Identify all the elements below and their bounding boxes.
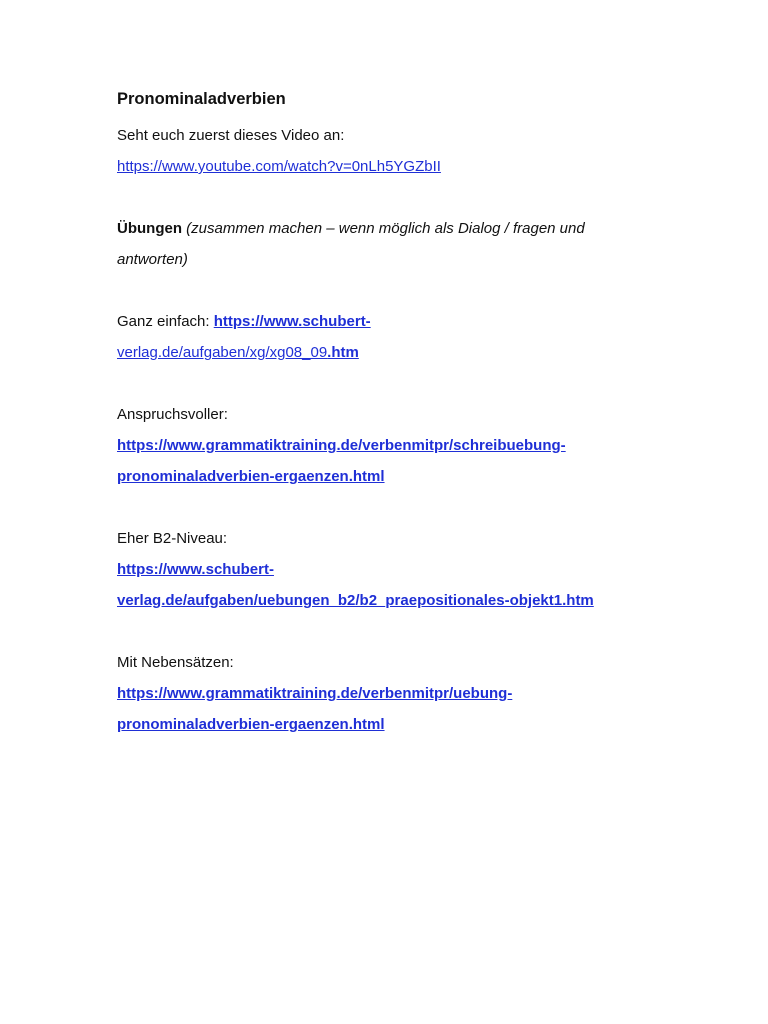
exercise-link-anspruchsvoller[interactable]: https://www.grammatiktraining.de/verbenmitpr/schreibuebung-	[117, 437, 566, 454]
exercise-link-ganz-einfach-continued[interactable]: verlag.de/aufgaben/xg/xg08_09	[117, 344, 328, 361]
intro-video-link-line	[117, 151, 677, 182]
exercise-link-ganz-einfach[interactable]: https://www.schubert-	[213, 313, 371, 330]
exercise-link-mit-nebensaetzen-continued[interactable]: pronominaladverbien-ergaenzen.html	[117, 716, 385, 733]
section-link-continued	[117, 585, 677, 616]
document-page	[117, 86, 677, 740]
section-anspruchsvoller-label: Anspruchsvoller:	[117, 406, 228, 423]
exercises-heading: Übungen	[117, 220, 182, 237]
spacer	[117, 368, 677, 399]
section-ganz-einfach	[117, 306, 677, 337]
page-title: Pronominaladverbien	[117, 90, 286, 108]
section-label: Ganz einfach:	[117, 313, 210, 330]
section-link-continued	[117, 337, 677, 368]
section-mit-nebensaetzen-label: Mit Nebensätzen:	[117, 654, 234, 671]
section-link-line	[117, 430, 677, 461]
exercises-note-continued: antworten)	[117, 251, 188, 268]
exercises-note: (zusammen machen – wenn möglich als Dialog / fragen und	[186, 220, 585, 237]
section-b2-niveau-label: Eher B2-Niveau:	[117, 530, 228, 547]
exercise-link-b2-niveau-continued[interactable]: verlag.de/aufgaben/uebungen_b2/b2_praepositionales-objekt1.htm	[117, 592, 594, 609]
exercises-line	[117, 213, 677, 244]
spacer	[117, 182, 677, 213]
exercise-link-anspruchsvoller-continued[interactable]: pronominaladverbien-ergaenzen.html	[117, 468, 385, 485]
spacer	[117, 492, 677, 523]
youtube-video-link[interactable]: https://www.youtube.com/watch?v=0nLh5YGZbII	[117, 158, 441, 175]
section-link-continued	[117, 461, 677, 492]
section-link-continued	[117, 709, 677, 740]
section-link-line	[117, 678, 677, 709]
section-link-line	[117, 554, 677, 585]
exercise-link-ganz-einfach-suffix[interactable]: .htm	[327, 344, 359, 361]
spacer	[117, 275, 677, 306]
spacer	[117, 616, 677, 647]
intro-text: Seht euch zuerst dieses Video an:	[117, 127, 345, 144]
exercise-link-b2-niveau[interactable]: https://www.schubert-	[117, 561, 274, 578]
exercise-link-mit-nebensaetzen[interactable]: https://www.grammatiktraining.de/verbenmitpr/uebung-	[117, 685, 513, 702]
